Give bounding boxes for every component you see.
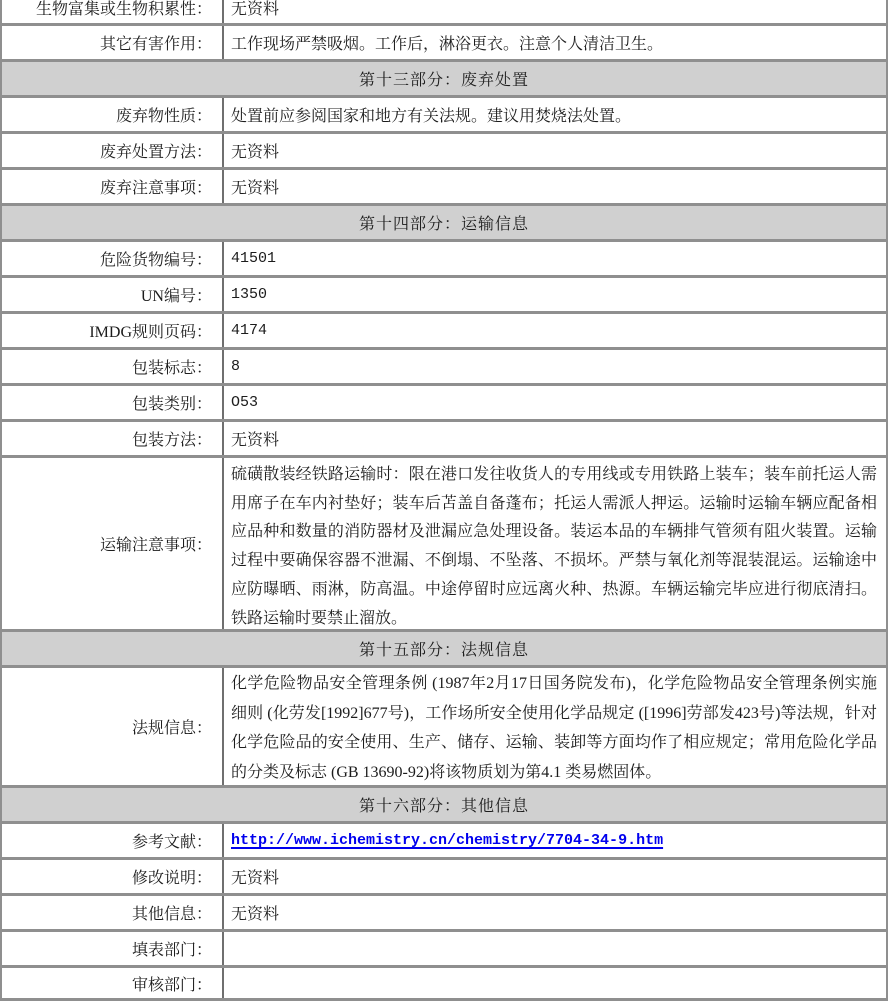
table-row [2,350,886,386]
row-label: 填表部门： [131,942,212,959]
row-value-cell [224,0,886,23]
row-label: 废弃物性质： [115,108,212,125]
row-label: 废弃注意事项： [99,180,212,197]
table-row [2,278,886,314]
section-title: 第十五部分：法规信息 [358,642,529,659]
section-header [2,632,886,668]
row-value-cell [224,422,886,455]
row-label: 运输注意事项： [99,537,212,554]
table-row [2,242,886,278]
section-header [2,788,886,824]
reference-link[interactable]: http://www.ichemistry.cn/chemistry/7704-34-9.htm [231,832,664,849]
row-value: 无资料 [231,144,280,161]
row-label: IMDG规则页码： [89,324,212,341]
row-label-cell [2,170,224,203]
row-label: 危险货物编号： [99,252,212,269]
table-row [2,824,886,860]
row-value: 化学危险物品安全管理条例 (1987年2月17日国务院发布)，化学危险物品安全管理条例实施细则 (化劳发[1992]677号)，工作场所安全使用化学品规定 ([1996]劳部发423号)等法规，针对化学危险品的安全使用、生产、储存、运输、装卸等方面均作了相应规定；常用危险化学品的分类及标志 (GB 13690-92)将该物质划为第4.1 类易燃固体。 [231,675,877,781]
row-value-cell [224,968,886,998]
row-value: 硫磺散装经铁路运输时：限在港口发往收货人的专用线或专用铁路上装车；装车前托运人需用席子在车内衬垫好；装车后苫盖自备蓬布；托运人需派人押运。运输时运输车辆应配备相应品种和数量的消防器材及泄漏应急处理设备。装运本品的车辆排气管须有阻火装置。运输过程中要确保容器不泄漏、不倒塌、不坠落、不损坏。严禁与氧化剂等混装混运。运输途中应防曝晒、雨淋，防高温。中途停留时应远离火种、热源。车辆运输完毕应进行彻底清扫。铁路运输时要禁止溜放。 [231,466,877,627]
row-label-cell [2,422,224,455]
row-label: 废弃处置方法： [99,144,212,161]
section-title: 第十三部分：废弃处置 [358,72,529,89]
section-header [2,206,886,242]
row-value: 41501 [231,250,277,267]
row-label-cell [2,242,224,275]
row-label-cell [2,26,224,59]
row-label-cell [2,860,224,893]
row-value: 工作现场严禁吸烟。工作后，淋浴更衣。注意个人清洁卫生。 [231,36,664,53]
row-label: 包装方法： [131,432,212,449]
row-value-cell [224,386,886,419]
table-row [2,26,886,62]
row-label-cell [2,668,224,785]
row-label: 其它有害作用： [99,36,212,53]
row-value-cell [224,134,886,167]
table-row [2,860,886,896]
row-value: 8 [231,358,241,375]
row-label: 参考文献： [131,834,212,851]
table-row [2,0,886,26]
table-row [2,968,886,1001]
table-row [2,170,886,206]
row-label-cell [2,314,224,347]
table-row [2,896,886,932]
row-value-cell [224,458,886,629]
section-title: 第十六部分：其他信息 [358,798,529,815]
table-row [2,932,886,968]
row-label-cell [2,350,224,383]
row-label-cell [2,98,224,131]
table-row [2,386,886,422]
row-label-cell [2,458,224,629]
row-value-cell [224,278,886,311]
row-value-cell [224,860,886,893]
table-row [2,134,886,170]
row-label: UN编号： [140,288,212,305]
row-value-cell [224,26,886,59]
row-label-cell [2,278,224,311]
row-value-cell [224,350,886,383]
table-row [2,314,886,350]
row-value-cell [224,824,886,857]
row-label-cell [2,896,224,929]
section-title: 第十四部分：运输信息 [358,216,529,233]
row-label: 法规信息： [131,720,212,737]
row-label: 其他信息： [131,906,212,923]
row-label: 修改说明： [131,870,212,887]
row-value: 4174 [231,322,268,339]
row-label: 包装标志： [131,360,212,377]
row-value: O53 [231,394,259,411]
row-value: 无资料 [231,1,280,18]
row-label: 包装类别： [131,396,212,413]
row-label-cell [2,134,224,167]
row-label-cell [2,386,224,419]
table-row [2,458,886,632]
row-value-cell [224,932,886,965]
row-label: 审核部门： [131,976,212,994]
row-value-cell [224,170,886,203]
row-value: 处置前应参阅国家和地方有关法规。建议用焚烧法处置。 [231,108,632,125]
row-value-cell [224,314,886,347]
row-value: 无资料 [231,906,280,923]
row-label-cell [2,0,224,23]
row-value-cell [224,668,886,785]
row-value: 无资料 [231,180,280,197]
row-value: 1350 [231,286,268,303]
row-label: 生物富集或生物积累性： [35,1,212,18]
row-value-cell [224,98,886,131]
row-label-cell [2,968,224,998]
table-row [2,98,886,134]
row-value-cell [224,242,886,275]
row-value-cell [224,896,886,929]
row-value: 无资料 [231,432,280,449]
table-row [2,668,886,788]
row-label-cell [2,824,224,857]
section-header [2,62,886,98]
table-row [2,422,886,458]
row-label-cell [2,932,224,965]
row-value: 无资料 [231,870,280,887]
